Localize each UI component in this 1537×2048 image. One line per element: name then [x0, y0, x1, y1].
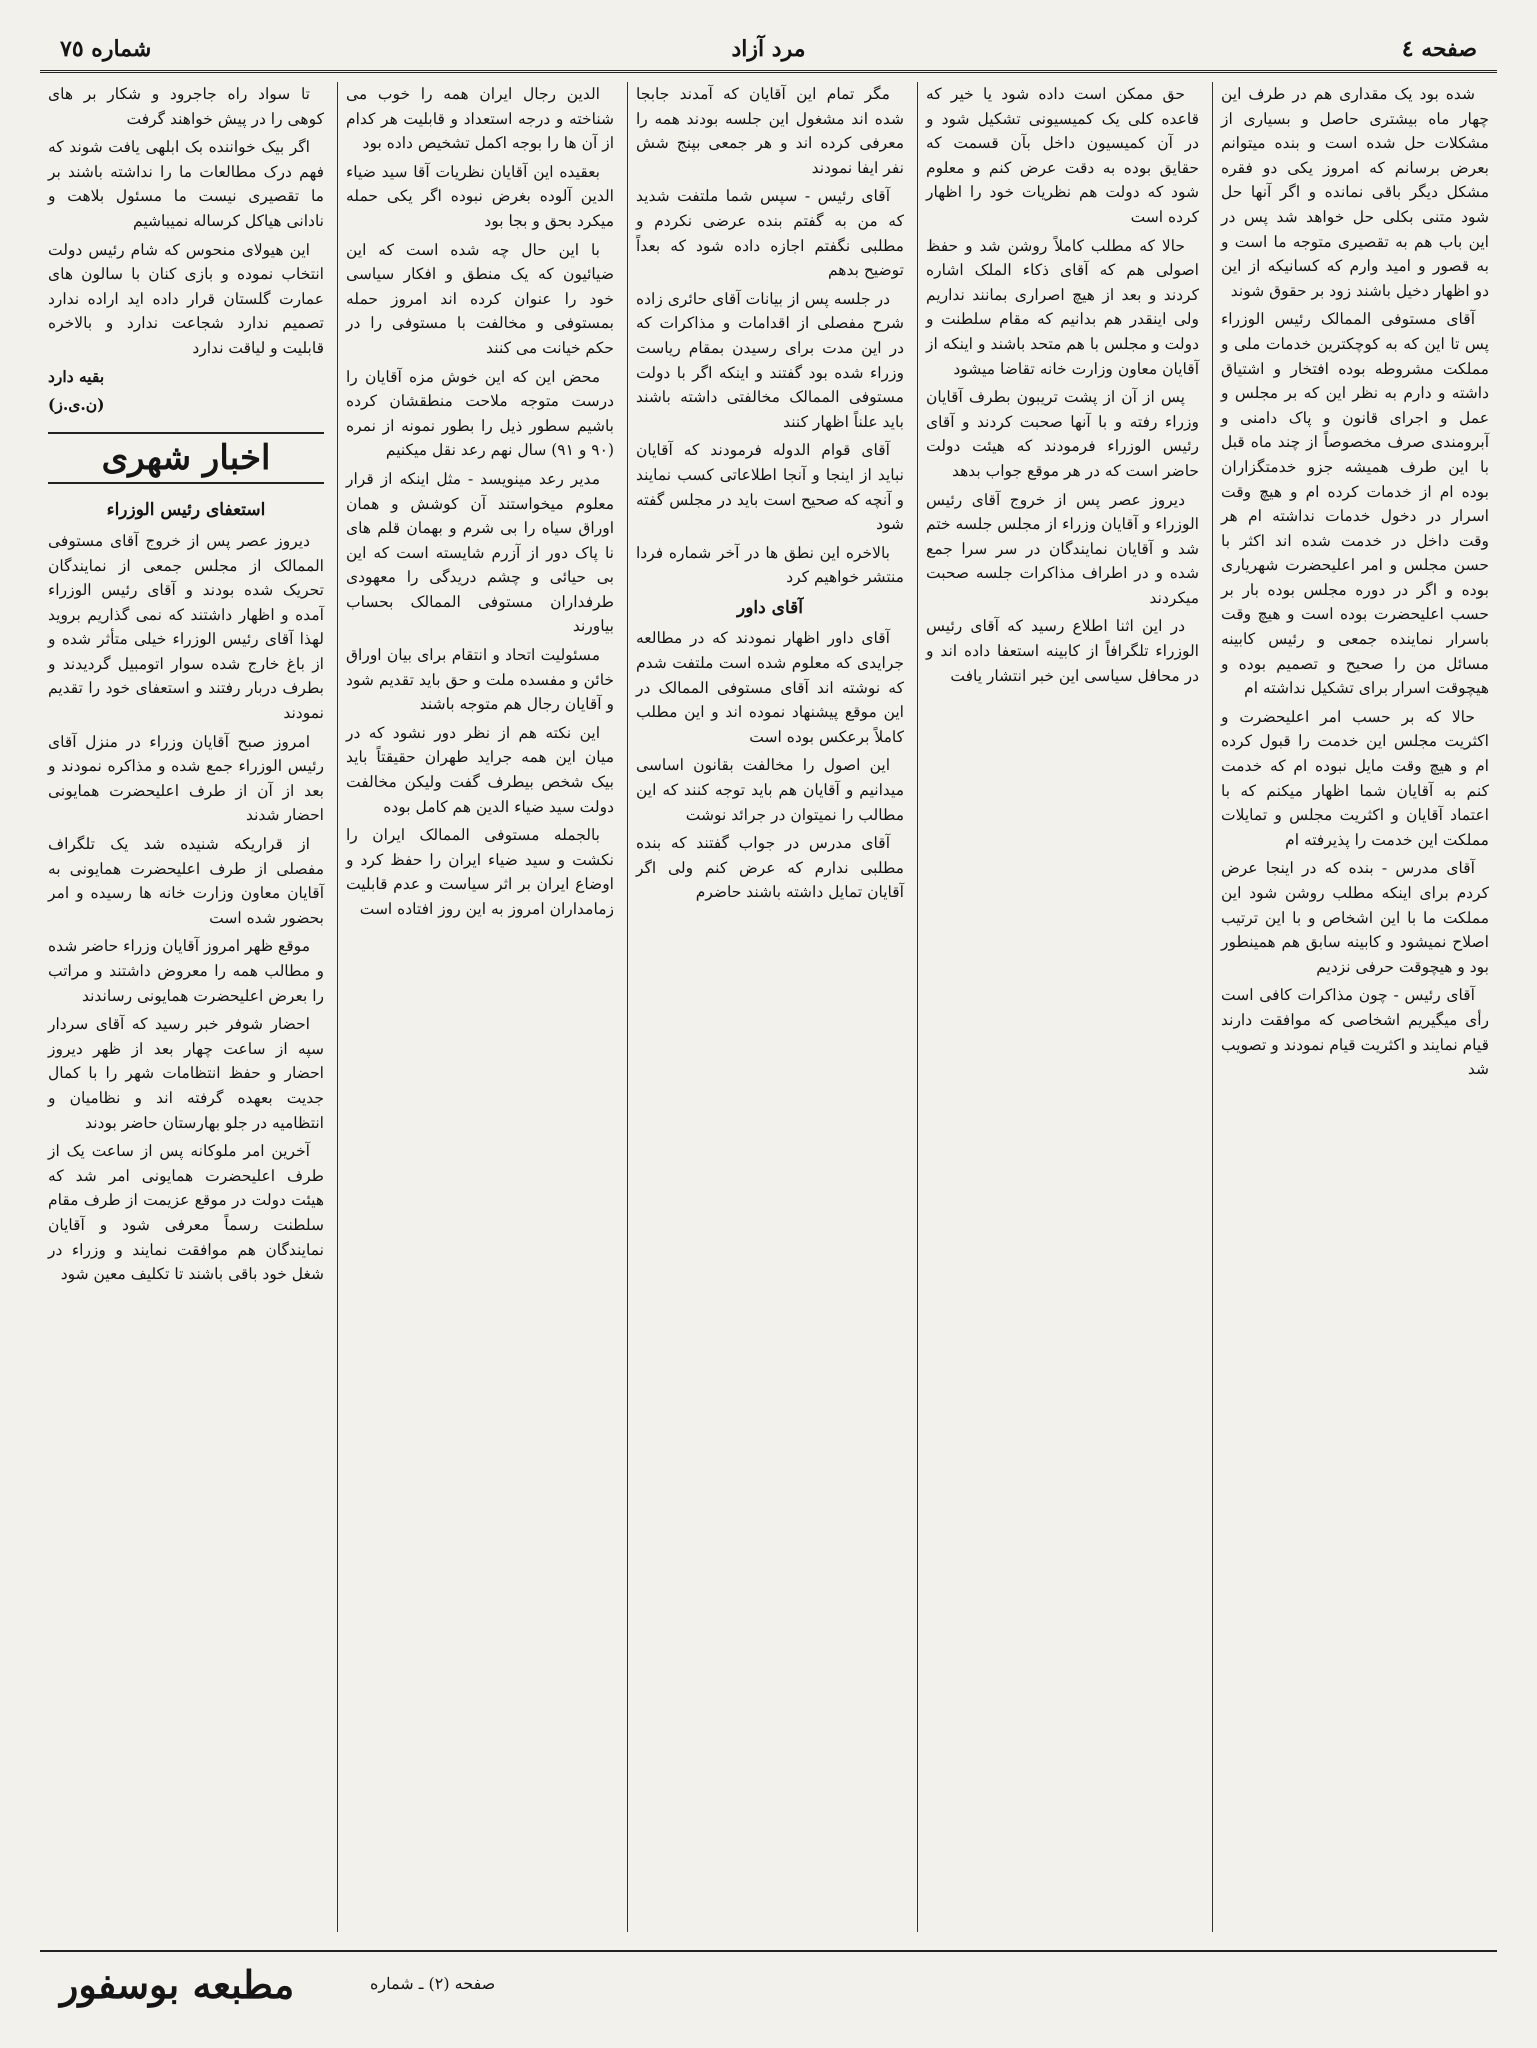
news-paragraph: احضار شوفر خبر رسید که آقای سردار سپه از ساعت چهار بعد از ظهر دیروز احضار و حفظ انتظامات شهر را با کمال جدیت بعهده گرفته اند و نظامیان و انتظامیه در جلو بهارستان حاضر بودند [48, 1015, 324, 1132]
paragraph: پس از آن از پشت تریبون بطرف آقایان وزراء رفته و با آنها صحبت کردند و آقای رئیس الوزراء فرمودند که هیئت دولت حاضر است که در هر موقع جواب بدهد [926, 388, 1199, 480]
city-news-title: اخبار شهری [48, 432, 324, 485]
news-paragraph: امروز صبح آقایان وزراء در منزل آقای رئیس الوزراء جمع شده و مذاکره نمودند و بعد از آن از طرف اعلیحضرت همایونی احضار شدند [48, 732, 324, 825]
news-paragraph: آخرین امر ملوکانه پس از ساعت یک از طرف اعلیحضرت همایونی امر شد که هیئت دولت در موقع عزیمت از طرف مقام سلطنت رسماً معرفی شود و آقایان نمایندگان هم موافقت نمایند و وزراء در شغل خود باقی باشند تا تکلیف معین شود [48, 1142, 324, 1284]
paragraph: حالا که بر حسب امر اعلیحضرت و اکثریت مجلس این خدمت را قبول کرده ام و هیچ وقت مایل نبوده ام که خدمت کنم به آقایان شما اظهار میکنم که با اعتماد آقایان و اکثریت مجلس و تمایلات مملکت این خدمت را پذیرفته ام [1221, 707, 1489, 849]
paragraph: شده بود یک مقداری هم در طرف این چهار ماه بیشتری حاصل و بسیاری از مشکلات حل شده است و بنده میتوانم بعرض برسانم که امروز یکی دو فقره مشکل دیگر باقی نمانده و اگر آنها حل شود متنی بکلی حل خواهد شد پس در این باب هم به تقصیری متوجه ما است و به قصور و امید وارم که کسانیکه از این دو اظهار دخیل باشند زود بر حقوق شوند [1221, 85, 1489, 300]
news-paragraph: دیروز عصر پس از خروج آقای مستوفی الممالک از مجلس جمعی از نمایندگان تحریک شده بودند و آقای رئیس الوزراء آمده و اظهار داشتند که نمی گذاریم بروید لهذا آقای رئیس الوزراء خیلی متأثر شده و از باغ خارج شده سوار اتومبیل گردیدند و بطرف دربار رفتند و استعفای خود را تقدیم نمودند [48, 531, 324, 723]
footer [40, 1950, 1497, 2022]
printer-name: مطبعه بوسفور [60, 1962, 295, 2007]
paragraph: بالاخره این نطق ها در آخر شماره فردا منتشر خواهیم کرد [636, 543, 904, 587]
paragraph: اگر بیک خواننده بک ابلهی یافت شوند که فهم درک مطالعات ما را نداشته باشند بر ما تقصیری نیست ما مسئول بلاهت و نادانی هیاکل کرساله نمیباشیم [48, 138, 324, 230]
paragraph: با این حال چه شده است که این ضیائیون که یک منطق و افکار سیاسی خود را عنوان کرده اند امروز حمله بمستوفی و مخالفت با مستوفی را در حکم خیانت می کنند [346, 240, 614, 357]
section-heading: آقای داور [737, 597, 803, 618]
columns [40, 82, 1497, 1932]
paragraph: در این اثنا اطلاع رسید که آقای رئیس الوزراء تلگرافاً از کابینه استعفا داده اند و در محافل سیاسی این خبر انتشار یافت [926, 617, 1199, 685]
paragraph: بعقیده این آقایان نظریات آقا سید ضیاء الدین آلوده بغرض نبوده اگر یکی حمله میکرد بحق و بجا بود [346, 162, 614, 230]
column-2 [917, 82, 1207, 1932]
paragraph: این نکته هم از نظر دور نشود که در میان این همه جراید طهران حقیقتاً باید بیک شخص بیطرف گفت ولیکن مخالفت دولت سید ضیاء الدین هم کامل بوده [346, 723, 614, 816]
paragraph: حالا که مطلب کاملاً روشن شد و حفظ اصولی هم که آقای ذکاء الملک اشاره کردند و بعد از هیچ اصراری بمانند نداریم ولی اینقدر هم بدانیم که مقام سلطنت و دولت و مجلس با هم متحد باشند و اینکه از آقایان معاون وزارت خانه تقاضا میشود [926, 236, 1199, 378]
newspaper-page [40, 20, 1497, 2030]
paragraph: آقای رئیس - سپس شما ملتفت شدید که من به گفتم بنده عرضی نکردم و مطلبی نگفتم اجازه داده شود که بعداً توضیح بدهم [636, 187, 904, 280]
column-3 [627, 82, 912, 1932]
continued-note: بقیه دارد [48, 366, 105, 386]
news-paragraph: موقع ظهر امروز آقایان وزراء حاضر شده و مطالب همه را معروض داشتند و مراتب را بعرض اعلیحضرت همایونی رساندند [48, 937, 324, 1005]
masthead [40, 30, 1497, 73]
paragraph: آقای قوام الدوله فرمودند که آقایان نباید از اینجا و آنجا اطلاعاتی کسب نمایند و آنچه که صحیح است باید در مجلس گفته شود [636, 441, 904, 534]
column-5 [40, 82, 332, 1932]
paragraph: آقای داور اظهار نمودند که در مطالعه جرایدی که معلوم شده است ملتفت شدم که نوشته اند آقای مستوفی الممالک در این موقع پیشنهاد نموده اند و این مطلب کاملاً برعکس بوده است [636, 629, 904, 746]
paragraph: آقای مدرس - بنده که در اینجا عرض کردم برای اینکه مطلب روشن شود این مملکت ما با این اشخاص و با این ترتیب اصلاح نمیشود و کابینه سابق هم همینطور بود و هیچوقت حرفی نزدیم [1221, 859, 1489, 976]
paragraph: در جلسه پس از بیانات آقای حائری زاده شرح مفصلی از اقدامات و مذاکرات که در این مدت برای رسیدن بمقام ریاست وزراء شده بود گفتند و اینکه اگر با دولت مستوفی الممالک مخالفتی داشته باشند باید علناً اظهار کنند [636, 289, 904, 431]
column-1 [1212, 82, 1497, 1932]
paragraph: محض این که این خوش مزه آقایان را درست متوجه ملاحت منطقشان کرده باشیم سطور ذیل را بطور نمونه از نمره (۹۰ و ۹۱) سال نهم رعد نقل میکنیم [346, 367, 614, 460]
paragraph: مگر تمام این آقایان که آمدند جابجا شده اند مشغول این جلسه بودند همه را معرفی کرده اند و هر جمعی بپنج شش نفر ایفا نمودند [636, 85, 904, 177]
news-heading: استعفای رئیس الوزراء [106, 500, 266, 521]
paragraph: آقای مستوفی الممالک رئیس الوزراء پس تا این که به کوچکترین خدمات ملی و مملکت مشروطه بوده افتخار و اشتیاق داشته و دارم به نظر این که بر مجلس و عمل و اجرای قانون و پاک دامنی و آبرومندی صرف مخصوصاً از چند ماه قبل با این طرف همیشه جزو خدمتگزاران بوده ام از خدمات کرده ام و هیچ وقت اسرار در دخول خدمات نداشته ام هر وقت داخل در خدمت شده اند اکثر با حسن مجلس و امر اعلیحضرت شهریاری بوده و اگر در دوره مجلس بوده بار بر حسب اعلیحضرت بوده است و هیچ وقت باسرار نماینده جمعی و رئیس کابینه مسائل من را صحیح و تصمیم بوده و هیچوقت اسرار برای تشکیل نداشته ام [1221, 310, 1489, 698]
news-paragraph: از قراریکه شنیده شد یک تلگراف مفصلی از طرف اعلیحضرت همایونی به آقایان معاون وزارت خانه ها رسیده و امر بحضور شده است [48, 835, 324, 927]
paragraph: مسئولیت اتحاد و انتقام برای بیان اوراق خائن و مفسده ملت و حق باید تقدیم شود و آقایان رجال هم متوجه باشند [346, 646, 614, 714]
paragraph: بالجمله مستوفی الممالک ایران را نکشت و سید ضیاء ایران را حفظ کرد و اوضاع ایران بر اثر سیاست و عدم قابلیت زمامداران امروز به این روز افتاده است [346, 826, 614, 918]
page-label: صفحه ٤ [1401, 36, 1477, 62]
paragraph: آقای رئیس - چون مذاکرات کافی است رأی میگیریم اشخاصی که موافقت دارند قیام نمایند و اکثریت قیام نمودند و تصویب شد [1221, 986, 1489, 1079]
paragraph: این هیولای منحوس که شام رئیس دولت انتخاب نموده و بازی کنان با سالون های عمارت گلستان قرار داده اید اراده ندارد تصمیم ندارد شجاعت ندارد و بالاخره قابلیت و لیاقت ندارد [48, 240, 324, 357]
paragraph: این اصول را مخالفت بقانون اساسی میدانیم و آقایان هم باید توجه کنند که این مطالب را نمیتوان در جرائد نوشت [636, 756, 904, 824]
paragraph: مدیر رعد مینویسد - مثل اینکه از قرار معلوم میخواستند آن کوشش و همان اوراق سیاه را بی شرم و بهمان قلم های نا پاک دور از آزرم شایسته است که این بی حیائی و چشم دریدگی را معهودی طرفداران مستوفی الممالک بحساب بیاورند [346, 469, 614, 636]
issue-label: شماره ٧٥ [60, 36, 152, 62]
paragraph: الدین رجال ایران همه را خوب می شناخته و درجه استعداد و قابلیت هر کدام از آن ها را بوجه اکمل تشخیص داده بود [346, 85, 614, 153]
author-signature: (ن.ی.ز) [48, 395, 105, 415]
paragraph: حق ممکن است داده شود یا خیر که قاعده کلی یک کمیسیونی تشکیل شود و در آن کمیسیون داخل بآن قسمت که حقایق بوده به دقت عرض کنم و معلوم شود که دولت هم نظریات خود را اظهار کرده است [926, 85, 1199, 226]
paragraph: دیروز عصر پس از خروج آقای رئیس الوزراء و آقایان وزراء از مجلس جلسه ختم شد و آقایان نمایندگان در سر سرا جمع شده و در اطراف مذاکرات جلسه صحبت میکردند [926, 490, 1199, 607]
column-4 [337, 82, 622, 1932]
paper-name: مرد آزاد [731, 36, 806, 62]
paragraph: تا سواد راه جاجرود و شکار بر های کوهی را در پیش خواهند گرفت [48, 85, 324, 128]
page-note: صفحه (۲) ـ شماره [370, 1974, 496, 1993]
paragraph: آقای مدرس در جواب گفتند که بنده مطلبی ندارم که عرض کنم ولی اگر آقایان تمایل داشته باشند حاضرم [636, 834, 904, 902]
